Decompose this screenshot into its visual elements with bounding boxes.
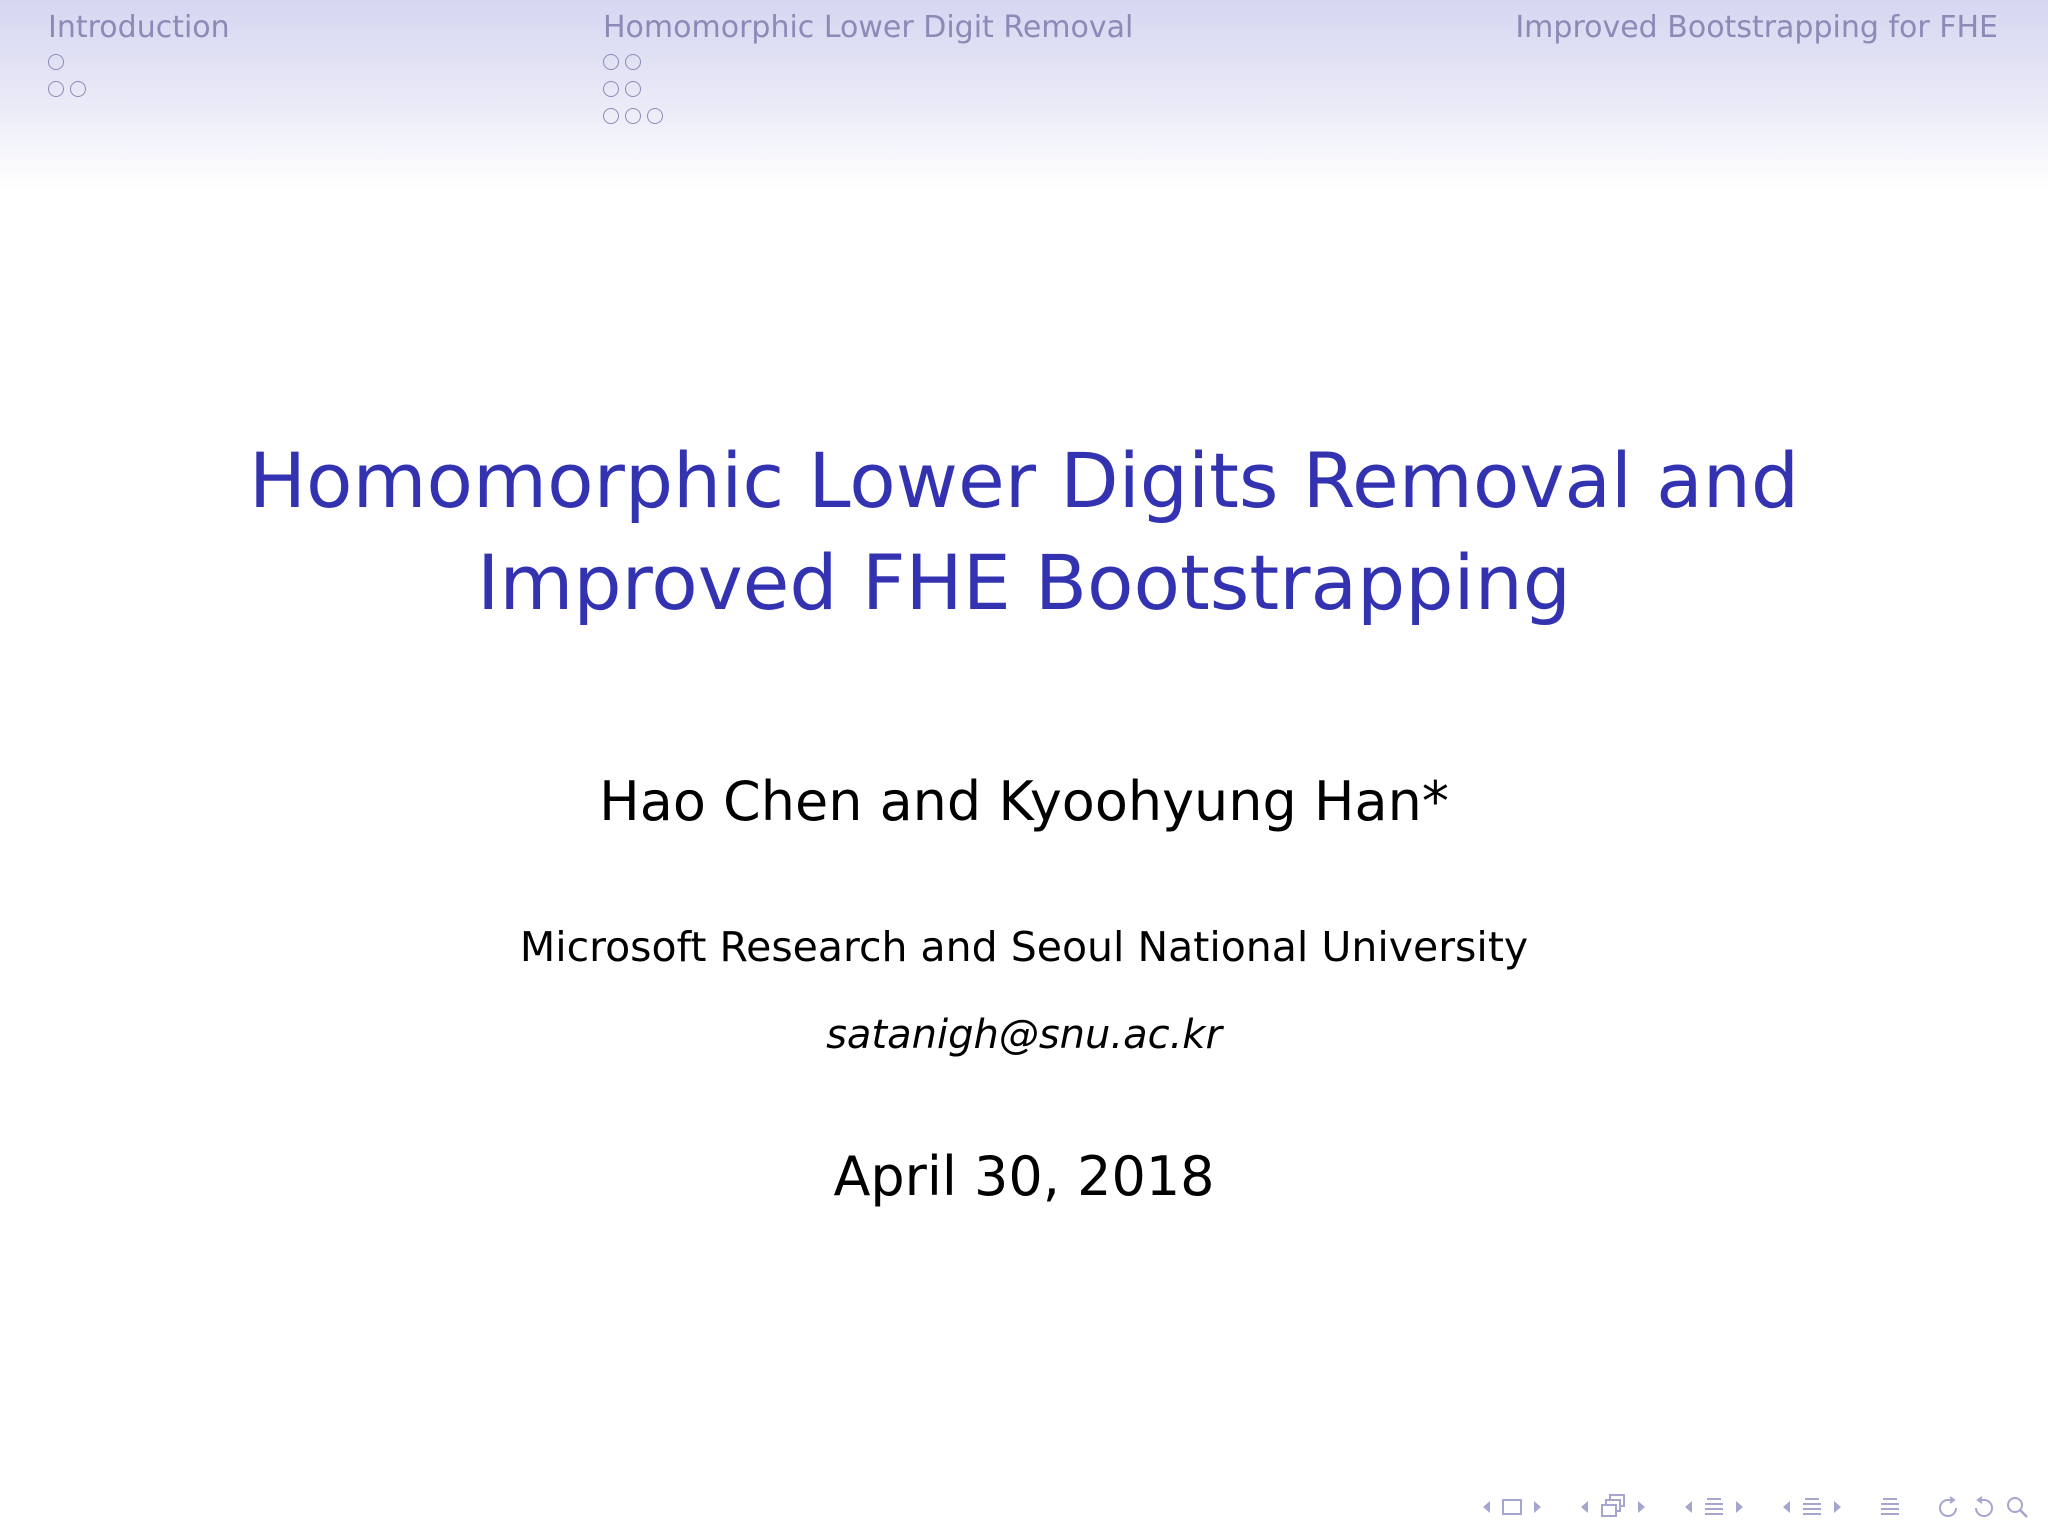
right-arrow-icon[interactable] (1636, 1497, 1648, 1517)
frame-dot[interactable] (625, 108, 641, 124)
presentation-nav-icon[interactable] (1776, 1494, 1848, 1520)
slide-title (0, 430, 2048, 634)
section-title-removal[interactable]: Homomorphic Lower Digit Removal (603, 10, 1134, 45)
dot-row (48, 48, 230, 75)
frame-dot[interactable] (603, 108, 619, 124)
institute: Microsoft Research and Seoul National University (519, 923, 1529, 971)
section-title-introduction[interactable]: Introduction (48, 10, 230, 45)
frame-dot[interactable] (48, 81, 64, 97)
section-homomorphic-lower-digit-removal[interactable] (603, 10, 1133, 129)
section-improved-bootstrapping[interactable] (1515, 10, 1998, 46)
dot-row (603, 102, 1133, 129)
frame-box-icon[interactable] (1500, 1497, 1524, 1517)
subsection-dots (48, 48, 230, 102)
right-arrow-icon[interactable] (1832, 1497, 1844, 1517)
date: April 30, 2018 (833, 1145, 1215, 1208)
section-title-bootstrapping[interactable]: Improved Bootstrapping for FHE (1515, 10, 1998, 45)
left-arrow-icon[interactable] (1780, 1497, 1792, 1517)
left-arrow-icon[interactable] (1578, 1497, 1590, 1517)
section-lines-icon[interactable] (1702, 1494, 1726, 1520)
frame-dot[interactable] (625, 54, 641, 70)
presentation-lines-icon[interactable] (1800, 1494, 1824, 1520)
dot-row (603, 75, 1133, 102)
back-search-icon[interactable] (1932, 1494, 2034, 1520)
appendix-lines-icon[interactable] (1878, 1494, 1902, 1520)
frame-dot[interactable] (647, 108, 663, 124)
frame-dot[interactable] (70, 81, 86, 97)
title-line-2: Improved FHE Bootstrapping (476, 538, 1572, 627)
left-arrow-icon[interactable] (1480, 1497, 1492, 1517)
undo-icon[interactable] (1936, 1494, 1962, 1520)
section-introduction[interactable] (48, 10, 230, 102)
dot-row (48, 75, 230, 102)
header-navigation-bar (0, 0, 2048, 190)
left-arrow-icon[interactable] (1682, 1497, 1694, 1517)
search-icon[interactable] (2004, 1494, 2030, 1520)
subsection-dots (603, 48, 1133, 129)
frame-dot[interactable] (603, 54, 619, 70)
authors: Hao Chen and Kyoohyung Han* (599, 770, 1449, 833)
subsection-nav-icon[interactable] (1574, 1493, 1652, 1521)
beamer-navigation-symbols (1450, 1490, 2034, 1524)
frame-nav-icon[interactable] (1476, 1497, 1548, 1517)
frame-dot[interactable] (603, 81, 619, 97)
section-nav-icon[interactable] (1678, 1494, 1750, 1520)
redo-icon[interactable] (1970, 1494, 1996, 1520)
stacked-frames-icon[interactable] (1598, 1493, 1628, 1521)
right-arrow-icon[interactable] (1532, 1497, 1544, 1517)
email: satanigh@snu.ac.kr (826, 1012, 1222, 1058)
frame-dot[interactable] (625, 81, 641, 97)
appendix-icon[interactable] (1874, 1494, 1906, 1520)
frame-dot[interactable] (48, 54, 64, 70)
right-arrow-icon[interactable] (1734, 1497, 1746, 1517)
dot-row (603, 48, 1133, 75)
title-line-1: Homomorphic Lower Digits Removal and (248, 436, 1800, 525)
